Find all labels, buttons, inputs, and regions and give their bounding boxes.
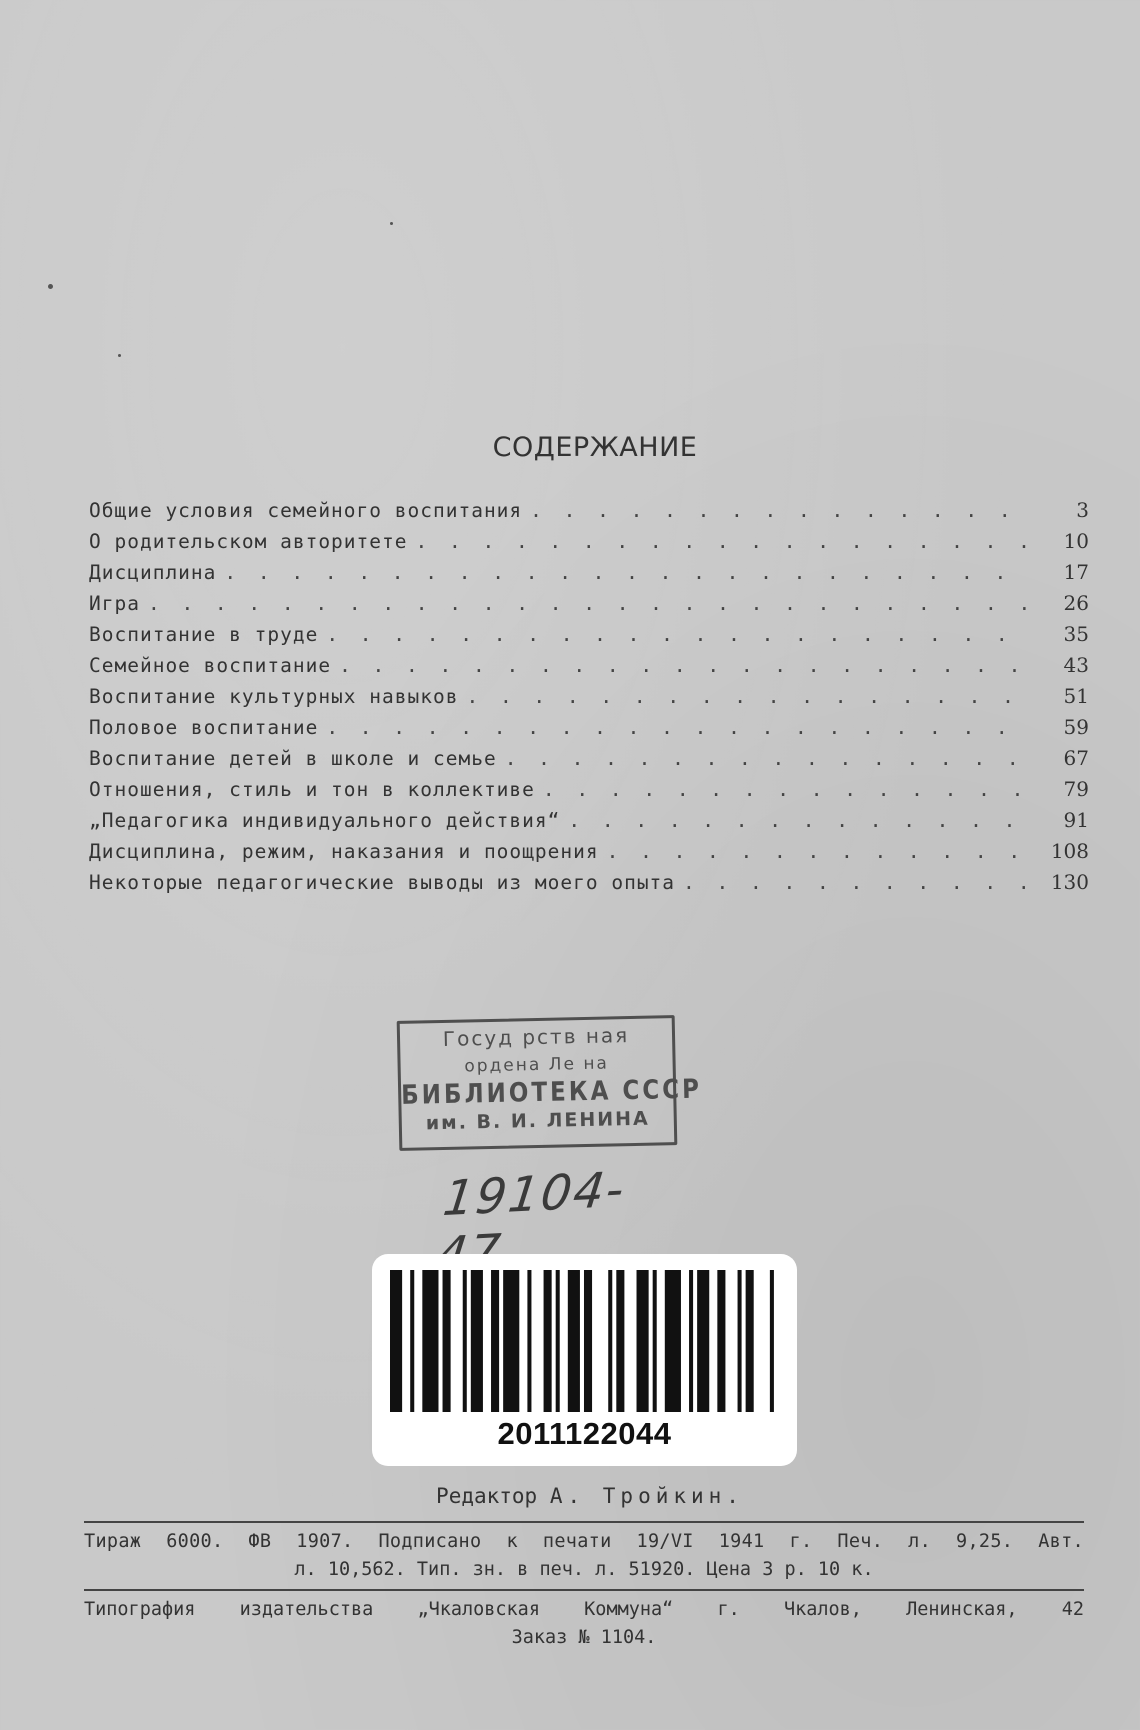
toc-leader-dots [148,592,1031,615]
toc-entry-page: 67 [1063,746,1089,770]
toc-entry-page: 51 [1063,684,1089,708]
toc-entry-page: 35 [1063,622,1089,646]
toc-leader-dots [505,747,1031,770]
barcode-icon [390,1270,782,1412]
imprint-line: Типография издательства „Чкаловская Коммуна“ г. Чкалов, Ленинская, 42 [84,1599,1084,1620]
toc-entry-title: Воспитание культурных навыков [89,685,459,708]
toc-leader-dots [339,654,1031,677]
toc-entry-title: Дисциплина, режим, наказания и поощрения [89,840,599,863]
handwritten-accession-number: 19104-47 [440,1161,629,1228]
paper-speck [390,222,393,225]
toc-entry-title: „Педагогика индивидуального действия“ [89,809,561,832]
toc-leader-dots [416,530,1032,553]
barcode-label [372,1254,797,1466]
toc-entry [89,746,1089,777]
toc-entry-page: 91 [1063,808,1089,832]
toc-entry [89,529,1089,560]
toc-entry [89,653,1089,684]
toc-entry-title: О родительском авторитете [89,530,408,553]
toc-leader-dots [543,778,1031,801]
paper-speck [48,284,53,289]
toc-entry [89,808,1089,839]
toc-entry-title: Семейное воспитание [89,654,332,677]
toc-leader-dots [466,685,1031,708]
library-stamp [397,1015,703,1151]
printer-details [84,1596,1084,1652]
toc-entry-page: 26 [1063,591,1089,615]
print-details [84,1528,1084,1584]
toc-leader-dots [326,716,1031,739]
toc-leader-dots [530,499,1031,522]
toc-entry [89,622,1089,653]
editor-label: Редактор [436,1484,538,1508]
toc-entry-page: 79 [1063,777,1089,801]
stamp-line: Госуд рств ная [442,1023,630,1051]
toc-entry [89,777,1089,808]
toc-entry-page: 43 [1063,653,1089,677]
toc-entry-title: Игра [89,592,140,615]
toc-entry [89,498,1089,529]
toc-entry-page: 17 [1063,560,1089,584]
toc-entry-page: 130 [1050,870,1089,894]
stamp-line: им. В. И. ЛЕНИНА [425,1107,650,1135]
toc-entry-page: 108 [1050,839,1089,863]
toc-entry-page: 3 [1076,498,1089,522]
toc-entry [89,839,1089,870]
toc-leader-dots [607,840,1031,863]
toc-entry-title: Половое воспитание [89,716,319,739]
toc-entry-title: Общие условия семейного воспитания [89,499,523,522]
toc-entry-title: Воспитание в труде [89,623,319,646]
editor-name: А. Тройкин. [549,1484,744,1508]
toc-entry-title: Некоторые педагогические выводы из моего опыта [89,871,676,894]
toc-leader-dots [224,561,1031,584]
toc-entry-title: Дисциплина [89,561,217,584]
toc-leader-dots [568,809,1031,832]
toc-entry-title: Воспитание детей в школе и семье [89,747,497,770]
toc-entry-page: 59 [1063,715,1089,739]
toc-entry-page: 10 [1063,529,1089,553]
imprint-line: Заказ № 1104. [511,1627,657,1648]
toc-leader-dots [683,871,1031,894]
stamp-line: БИБЛИОТЕКА СССР [400,1074,703,1111]
table-of-contents [89,498,1089,901]
barcode-number: 2011122044 [497,1416,672,1451]
divider [84,1589,1084,1591]
toc-entry [89,870,1089,901]
paper-speck [118,354,121,357]
toc-leader-dots [326,623,1031,646]
toc-entry [89,715,1089,746]
toc-entry [89,591,1089,622]
imprint-line: Тираж 6000. ФВ 1907. Подписано к печати 19/VI 1941 г. Печ. л. 9,25. Авт. [84,1531,1084,1552]
divider [84,1521,1084,1523]
toc-entry [89,560,1089,591]
stamp-line: ордена Ле на [464,1053,610,1077]
imprint-line: л. 10,562. Тип. зн. в печ. л. 51920. Цена 3 р. 10 к. [294,1559,874,1580]
toc-entry [89,684,1089,715]
toc-title: СОДЕРЖАНИЕ [492,432,698,463]
editor-credit [0,1484,1140,1508]
toc-entry-title: Отношения, стиль и тон в коллективе [89,778,535,801]
